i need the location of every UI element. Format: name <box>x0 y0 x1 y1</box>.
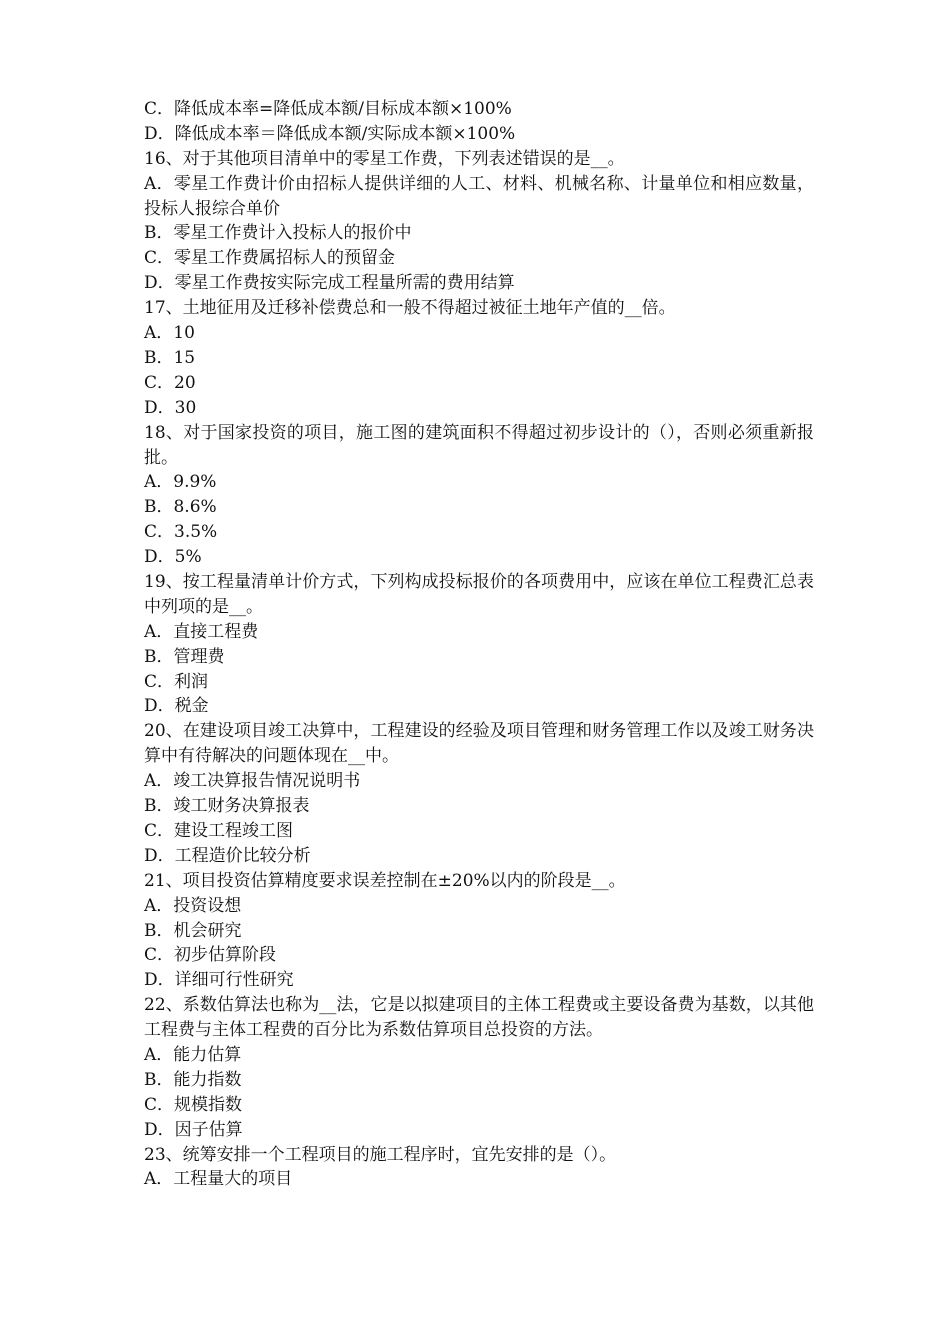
option-text: B．管理费 <box>144 646 225 667</box>
option-text: B．8.6% <box>144 497 217 518</box>
option-text: A．竣工决算报告情况说明书 <box>144 771 361 792</box>
question-text: 21、项目投资估算精度要求误差控制在±20%以内的阶段是__。 <box>144 870 626 891</box>
option-text: C．零星工作费属招标人的预留金 <box>144 248 396 269</box>
option-text: D．30 <box>144 397 197 418</box>
option-text: A．工程量大的项目 <box>144 1169 293 1190</box>
question-text: 23、统筹安排一个工程项目的施工程序时，宜先安排的是（）。 <box>144 1144 617 1165</box>
question-text: 18、对于国家投资的项目，施工图的建筑面积不得超过初步设计的（），否则必须重新报批。 <box>144 422 814 468</box>
option-text: A．直接工程费 <box>144 621 259 642</box>
option-text: A．10 <box>144 323 195 344</box>
document-page <box>144 97 814 1192</box>
option-text: B．零星工作费计入投标人的报价中 <box>144 223 412 244</box>
question-text: 16、对于其他项目清单中的零星工作费，下列表述错误的是__。 <box>144 148 625 169</box>
option-text: C．20 <box>144 372 196 393</box>
option-text: A．投资设想 <box>144 895 242 916</box>
question-text: 19、按工程量清单计价方式，下列构成投标报价的各项费用中，应该在单位工程费汇总表中列项的是__。 <box>144 571 814 617</box>
question-text: 20、在建设项目竣工决算中，工程建设的经验及项目管理和财务管理工作以及竣工财务决算中有待解决的问题体现在__中。 <box>144 721 814 767</box>
option-text: B．机会研究 <box>144 920 242 941</box>
option-text: A．能力估算 <box>144 1045 242 1065</box>
option-text: C．建设工程竣工图 <box>144 820 294 841</box>
option-text: C．降低成本率=降低成本额/目标成本额×100% <box>144 99 512 119</box>
option-text: D．5% <box>144 547 202 568</box>
option-text: D．降低成本率＝降低成本额/实际成本额×100% <box>144 123 516 144</box>
option-text: D．因子估算 <box>144 1119 243 1140</box>
option-text: C．3.5% <box>144 522 218 543</box>
option-text: D．税金 <box>144 696 209 717</box>
question-text: 17、土地征用及迁移补偿费总和一般不得超过被征土地年产值的__倍。 <box>144 298 676 319</box>
option-text: C．初步估算阶段 <box>144 945 277 966</box>
option-text: C．利润 <box>144 671 209 692</box>
option-text: B．15 <box>144 347 196 368</box>
option-text: B．竣工财务决算报表 <box>144 796 310 817</box>
option-text: B．能力指数 <box>144 1069 242 1090</box>
option-text: D．零星工作费按实际完成工程量所需的费用结算 <box>144 273 515 294</box>
option-text: A．9.9% <box>144 472 217 493</box>
option-text: D．详细可行性研究 <box>144 970 294 991</box>
option-text: C．规模指数 <box>144 1094 243 1115</box>
question-text: 22、系数估算法也称为__法，它是以拟建项目的主体工程费或主要设备费为基数，以其他工程费与主体工程费的百分比为系数估算项目总投资的方法。 <box>144 995 814 1041</box>
option-text: D．工程造价比较分析 <box>144 845 311 866</box>
option-text: A．零星工作费计价由招标人提供详细的人工、材料、机械名称、计量单位和相应数量，投标人报综合单价 <box>144 173 814 219</box>
